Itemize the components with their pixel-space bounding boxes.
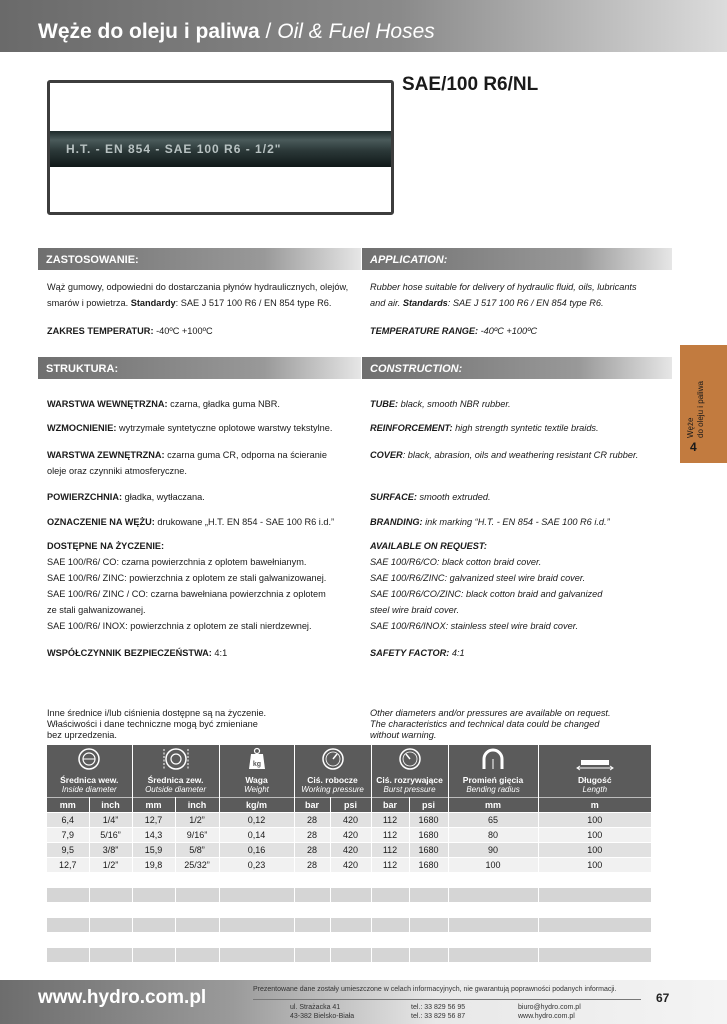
svg-text:kg: kg: [252, 760, 261, 768]
application-en-line1: Rubber hose suitable for delivery of hydraulic fluid, oils, lubricants: [370, 282, 637, 292]
side-tab-number: 4: [690, 440, 697, 454]
application-text-pl: [47, 279, 348, 311]
footer-address: ul. Strażacka 41 43-382 Bielsko-Biała: [290, 1004, 355, 1020]
header-burst-pressure: Ciś. rozrywające Burst pressure: [371, 745, 448, 797]
side-tab-line2: do oleju i paliwa: [696, 381, 705, 438]
table-row-empty: [47, 962, 651, 977]
tube-pl: WARSTWA WEWNĘTRZNA: czarna, gładka guma NBR.: [47, 399, 280, 409]
temperature-range-pl: ZAKRES TEMPERATUR: -40ºC +100ºC: [47, 326, 213, 336]
length-icon: [575, 757, 615, 771]
side-tab-line1: Węże: [686, 417, 695, 438]
table-row-empty: [47, 917, 651, 932]
branding-en: BRANDING: ink marking “H.T. - EN 854 - SAE 100 R6 i.d.”: [370, 517, 610, 527]
temperature-range-en: TEMPERATURE RANGE: -40ºC +100ºC: [370, 326, 538, 336]
section-bar-application-pl: ZASTOSOWANIE:: [38, 248, 361, 270]
application-pl-line1: Wąż gumowy, odpowiedni do dostarczania płynów hydraulicznych, olejów,: [47, 282, 349, 292]
on-request-pl: DOSTĘPNE NA ŻYCZENIE: SAE 100/R6/ CO: czarna powierzchnia z oplotem bawełnianym. SAE 100/R6/ ZINC: powierzchnia z oplotem ze stali galwanizowanej. SAE 100/R6/ ZINC / CO: czarna bawełniana powierzchnia z oplotem ze stali galwanizowanej. SAE 100/R6/ INOX: powierzchnia z oplotem ze stali nierdzewnej.: [47, 541, 327, 631]
inside-diameter-icon: [77, 747, 101, 771]
title-en: Oil & Fuel Hoses: [277, 20, 435, 43]
footer-disclaimer: Prezentowane dane zostały umieszczone w celach informacyjnych, nie gwarantują poprawności podanych informacji.: [253, 986, 617, 993]
footer-contacts: [518, 1004, 581, 1021]
table-units-row: mm inch mm inch kg/m bar psi bar psi mm m: [47, 797, 651, 812]
header-working-pressure: Ciś. robocze Working pressure: [294, 745, 371, 797]
page-title: [38, 20, 435, 44]
section-bar-construction-en: CONSTRUCTION:: [362, 357, 672, 379]
cover-pl: WARSTWA ZEWNĘTRZNA: czarna guma CR, odporna na ścieranie oleje oraz czynniki atmosferyczne.: [47, 450, 327, 476]
note-en: Other diameters and/or pressures are available on request. The characteristics and technical data could be changed without warning.: [370, 708, 611, 740]
footer-email[interactable]: biuro@hydro.com.pl: [518, 1004, 581, 1011]
surface-en: SURFACE: smooth extruded.: [370, 492, 491, 502]
footer-phones: tel.: 33 829 56 95 tel.: 33 829 56 87: [411, 1004, 466, 1020]
reinforcement-en: REINFORCEMENT: high strength syntetic textile braids.: [370, 423, 599, 433]
table-row: 6,4 1/4” 12,7 1/2” 0,12 28 420 112 1680 65 100: [47, 812, 651, 827]
spec-table: [47, 745, 651, 977]
surface-pl: POWIERZCHNIA: gładka, wytłaczana.: [47, 492, 205, 502]
hose-marking: H.T. - EN 854 - SAE 100 R6 - 1/2": [66, 142, 282, 156]
section-bar-construction-pl: STRUKTURA:: [38, 357, 361, 379]
page-number: 67: [656, 991, 670, 1005]
safety-factor-en: SAFETY FACTOR: 4:1: [370, 648, 465, 658]
outside-diameter-icon: [161, 747, 191, 771]
title-separator: /: [265, 20, 272, 43]
footer-url[interactable]: www.hydro.com.pl: [38, 987, 207, 1008]
model-name: SAE/100 R6/NL: [402, 74, 539, 95]
header-outside-diameter: Średnica zew. Outside diameter: [132, 745, 219, 797]
header-weight: kg Waga Weight: [219, 745, 294, 797]
cover-en: COVER: black, abrasion, oils and weathering resistant CR rubber.: [370, 450, 639, 460]
header-bending-radius: Promień gięcia Bending radius: [448, 745, 538, 797]
table-row: 9,5 3/8” 15,9 5/8” 0,16 28 420 112 1680 90 100: [47, 842, 651, 857]
application-en-line2: and air. Standards: SAE J 517 100 R6 / EN 854 type R6.: [370, 298, 604, 308]
application-text-en: [370, 279, 637, 311]
header-length: Długość Length: [538, 745, 651, 797]
bending-radius-icon: [480, 747, 506, 771]
branding-pl: OZNACZENIE NA WĘŻU: drukowane „H.T. EN 854 - SAE 100 R6 i.d.”: [47, 517, 335, 527]
tube-en: TUBE: black, smooth NBR rubber.: [370, 399, 511, 409]
table-row: 7,9 5/16” 14,3 9/16” 0,14 28 420 112 1680 80 100: [47, 827, 651, 842]
section-bar-application-en: APPLICATION:: [362, 248, 672, 270]
table-row-empty: [47, 902, 651, 917]
header-inside-diameter: Średnica wew. Inside diameter: [47, 745, 132, 797]
table-row-empty: [47, 947, 651, 962]
weight-icon: [245, 747, 269, 771]
title-pl: Węże do oleju i paliwa: [38, 20, 260, 43]
note-pl: Inne średnice i/lub ciśnienia dostępne są na życzenie. Właściwości i dane techniczne mogą być zmieniane bez uprzedzenia.: [47, 708, 267, 740]
table-row-empty: [47, 887, 651, 902]
safety-factor-pl: WSPÓŁCZYNNIK BEZPIECZEŃSTWA: 4:1: [47, 648, 228, 658]
table-header-row: [47, 745, 651, 797]
table-row: 12,7 1/2” 19,8 25/32” 0,23 28 420 112 1680 100 100: [47, 857, 651, 872]
side-tab-text: [686, 376, 714, 438]
footer-web[interactable]: www.hydro.com.pl: [518, 1012, 575, 1020]
application-pl-line2: smarów i powietrza. Standardy: SAE J 517 100 R6 / EN 854 type R6.: [47, 298, 332, 308]
on-request-en: AVAILABLE ON REQUEST: SAE 100/R6/CO: black cotton braid cover. SAE 100/R6/ZINC: galvanized steel wire braid cover. SAE 100/R6/CO/ZINC: black cotton braid and galvanized steel wire braid cover. SAE 100/R6/INOX: stainless steel wire braid cover.: [370, 541, 603, 631]
footer-divider: [253, 999, 641, 1000]
table-row-empty: [47, 872, 651, 887]
reinforcement-pl: WZMOCNIENIE: wytrzymałe syntetyczne oplotowe warstwy tekstylne.: [47, 423, 333, 433]
working-pressure-icon: [321, 747, 345, 771]
burst-pressure-icon: [398, 747, 422, 771]
table-row-empty: [47, 932, 651, 947]
